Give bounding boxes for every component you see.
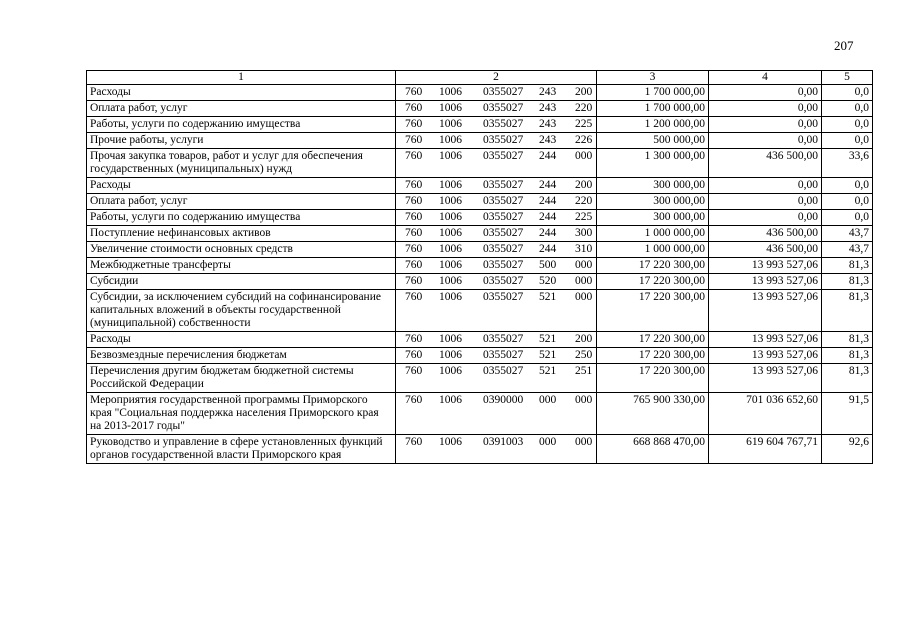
row-executed: 436 500,00 <box>709 226 822 242</box>
row-percent: 81,3 <box>822 290 873 332</box>
code-kosgu: 200 <box>575 86 593 98</box>
code-section: 1006 <box>439 349 462 361</box>
code-ministry: 760 <box>405 365 423 377</box>
row-percent: 81,3 <box>822 274 873 290</box>
code-ministry: 760 <box>405 259 423 271</box>
header-col-1: 1 <box>87 71 396 85</box>
table-row <box>87 226 873 242</box>
row-planned: 1 700 000,00 <box>597 85 709 101</box>
code-ministry: 760 <box>405 227 423 239</box>
code-expense-type: 243 <box>539 118 557 130</box>
code-expense-type: 500 <box>539 259 557 271</box>
code-kosgu: 000 <box>575 275 593 287</box>
code-target: 0355027 <box>483 333 524 345</box>
row-name: Расходы <box>87 85 396 101</box>
row-executed: 13 993 527,06 <box>709 348 822 364</box>
row-codes <box>396 348 597 364</box>
code-expense-type: 244 <box>539 211 557 223</box>
row-executed: 13 993 527,06 <box>709 274 822 290</box>
code-expense-type: 521 <box>539 333 557 345</box>
row-executed: 13 993 527,06 <box>709 332 822 348</box>
row-codes <box>396 226 597 242</box>
row-codes <box>396 258 597 274</box>
row-name: Оплата работ, услуг <box>87 101 396 117</box>
row-name: Безвозмездные перечисления бюджетам <box>87 348 396 364</box>
code-kosgu: 000 <box>575 394 593 406</box>
code-kosgu: 310 <box>575 243 593 255</box>
row-name: Увеличение стоимости основных средств <box>87 242 396 258</box>
code-target: 0355027 <box>483 227 524 239</box>
row-executed: 0,00 <box>709 133 822 149</box>
table-row <box>87 178 873 194</box>
code-target: 0355027 <box>483 118 524 130</box>
row-percent: 0,0 <box>822 85 873 101</box>
code-expense-type: 000 <box>539 394 557 406</box>
code-expense-type: 244 <box>539 227 557 239</box>
code-section: 1006 <box>439 150 462 162</box>
table-row <box>87 133 873 149</box>
row-name: Субсидии, за исключением субсидий на софинансирование капитальных вложений в объекты государственной (муниципальной) собственности <box>87 290 396 332</box>
code-target: 0355027 <box>483 102 524 114</box>
row-codes <box>396 101 597 117</box>
table-row <box>87 435 873 464</box>
code-section: 1006 <box>439 436 462 448</box>
row-planned: 17 220 300,00 <box>597 274 709 290</box>
row-codes <box>396 149 597 178</box>
row-codes <box>396 364 597 393</box>
table-body <box>87 85 873 464</box>
row-planned: 17 220 300,00 <box>597 364 709 393</box>
row-planned: 1 200 000,00 <box>597 117 709 133</box>
row-codes <box>396 393 597 435</box>
code-ministry: 760 <box>405 436 423 448</box>
row-percent: 81,3 <box>822 364 873 393</box>
code-ministry: 760 <box>405 179 423 191</box>
row-percent: 81,3 <box>822 348 873 364</box>
table-row <box>87 101 873 117</box>
row-planned: 17 220 300,00 <box>597 290 709 332</box>
code-section: 1006 <box>439 365 462 377</box>
code-expense-type: 000 <box>539 436 557 448</box>
row-codes <box>396 210 597 226</box>
row-codes <box>396 194 597 210</box>
code-section: 1006 <box>439 333 462 345</box>
row-codes <box>396 332 597 348</box>
code-expense-type: 243 <box>539 134 557 146</box>
row-executed: 0,00 <box>709 117 822 133</box>
header-col-5: 5 <box>822 71 873 85</box>
row-percent: 43,7 <box>822 226 873 242</box>
header-col-4: 4 <box>709 71 822 85</box>
row-planned: 300 000,00 <box>597 194 709 210</box>
row-planned: 500 000,00 <box>597 133 709 149</box>
row-executed: 619 604 767,71 <box>709 435 822 464</box>
code-ministry: 760 <box>405 118 423 130</box>
code-ministry: 760 <box>405 211 423 223</box>
code-target: 0355027 <box>483 349 524 361</box>
row-percent: 33,6 <box>822 149 873 178</box>
code-kosgu: 300 <box>575 227 593 239</box>
row-executed: 0,00 <box>709 85 822 101</box>
header-col-3: 3 <box>597 71 709 85</box>
row-percent: 0,0 <box>822 178 873 194</box>
code-expense-type: 243 <box>539 86 557 98</box>
code-ministry: 760 <box>405 349 423 361</box>
code-kosgu: 000 <box>575 259 593 271</box>
row-planned: 17 220 300,00 <box>597 348 709 364</box>
code-section: 1006 <box>439 134 462 146</box>
code-target: 0355027 <box>483 134 524 146</box>
code-target: 0355027 <box>483 150 524 162</box>
code-ministry: 760 <box>405 333 423 345</box>
table-row <box>87 364 873 393</box>
code-target: 0355027 <box>483 365 524 377</box>
row-percent: 0,0 <box>822 210 873 226</box>
code-ministry: 760 <box>405 150 423 162</box>
row-name: Прочие работы, услуги <box>87 133 396 149</box>
code-ministry: 760 <box>405 86 423 98</box>
row-codes <box>396 242 597 258</box>
code-kosgu: 250 <box>575 349 593 361</box>
table-row <box>87 332 873 348</box>
table-header-row <box>87 71 873 85</box>
row-executed: 0,00 <box>709 178 822 194</box>
row-percent: 0,0 <box>822 194 873 210</box>
page-number: 207 <box>834 38 854 53</box>
row-name: Расходы <box>87 332 396 348</box>
row-name: Работы, услуги по содержанию имущества <box>87 210 396 226</box>
row-planned: 765 900 330,00 <box>597 393 709 435</box>
code-ministry: 760 <box>405 291 423 303</box>
code-section: 1006 <box>439 291 462 303</box>
row-executed: 13 993 527,06 <box>709 290 822 332</box>
row-planned: 1 000 000,00 <box>597 242 709 258</box>
code-kosgu: 200 <box>575 179 593 191</box>
code-target: 0391003 <box>483 436 524 448</box>
row-codes <box>396 178 597 194</box>
row-name: Перечисления другим бюджетам бюджетной системы Российской Федерации <box>87 364 396 393</box>
code-expense-type: 244 <box>539 243 557 255</box>
code-expense-type: 244 <box>539 150 557 162</box>
code-expense-type: 244 <box>539 195 557 207</box>
code-ministry: 760 <box>405 275 423 287</box>
code-kosgu: 251 <box>575 365 593 377</box>
row-name: Межбюджетные трансферты <box>87 258 396 274</box>
code-target: 0355027 <box>483 243 524 255</box>
code-ministry: 760 <box>405 394 423 406</box>
row-codes <box>396 274 597 290</box>
row-name: Мероприятия государственной программы Приморского края "Социальная поддержка населения Приморского края на 2013-2017 годы" <box>87 393 396 435</box>
code-kosgu: 225 <box>575 211 593 223</box>
row-codes <box>396 133 597 149</box>
code-kosgu: 220 <box>575 195 593 207</box>
row-executed: 13 993 527,06 <box>709 364 822 393</box>
code-kosgu: 220 <box>575 102 593 114</box>
table-row <box>87 194 873 210</box>
code-expense-type: 521 <box>539 365 557 377</box>
table-row <box>87 258 873 274</box>
code-section: 1006 <box>439 243 462 255</box>
row-codes <box>396 435 597 464</box>
row-executed: 0,00 <box>709 101 822 117</box>
code-section: 1006 <box>439 86 462 98</box>
table-row <box>87 290 873 332</box>
code-target: 0355027 <box>483 275 524 287</box>
code-target: 0355027 <box>483 291 524 303</box>
row-planned: 668 868 470,00 <box>597 435 709 464</box>
code-section: 1006 <box>439 179 462 191</box>
table-row <box>87 348 873 364</box>
row-planned: 1 700 000,00 <box>597 101 709 117</box>
table-row <box>87 393 873 435</box>
row-codes <box>396 85 597 101</box>
code-target: 0355027 <box>483 211 524 223</box>
row-executed: 701 036 652,60 <box>709 393 822 435</box>
row-executed: 0,00 <box>709 194 822 210</box>
code-section: 1006 <box>439 227 462 239</box>
code-target: 0355027 <box>483 179 524 191</box>
code-section: 1006 <box>439 259 462 271</box>
row-planned: 300 000,00 <box>597 178 709 194</box>
row-name: Работы, услуги по содержанию имущества <box>87 117 396 133</box>
code-section: 1006 <box>439 394 462 406</box>
table-row <box>87 85 873 101</box>
code-ministry: 760 <box>405 195 423 207</box>
row-percent: 0,0 <box>822 117 873 133</box>
row-planned: 1 300 000,00 <box>597 149 709 178</box>
code-kosgu: 200 <box>575 333 593 345</box>
row-percent: 81,3 <box>822 332 873 348</box>
row-percent: 0,0 <box>822 133 873 149</box>
code-section: 1006 <box>439 195 462 207</box>
code-kosgu: 000 <box>575 436 593 448</box>
row-codes <box>396 117 597 133</box>
code-kosgu: 225 <box>575 118 593 130</box>
budget-table <box>86 70 873 464</box>
code-expense-type: 521 <box>539 291 557 303</box>
code-target: 0355027 <box>483 195 524 207</box>
table-row <box>87 149 873 178</box>
table-row <box>87 274 873 290</box>
code-ministry: 760 <box>405 243 423 255</box>
row-name: Поступление нефинансовых активов <box>87 226 396 242</box>
code-section: 1006 <box>439 275 462 287</box>
row-executed: 13 993 527,06 <box>709 258 822 274</box>
code-target: 0355027 <box>483 259 524 271</box>
row-planned: 1 000 000,00 <box>597 226 709 242</box>
code-ministry: 760 <box>405 134 423 146</box>
row-percent: 92,6 <box>822 435 873 464</box>
code-kosgu: 000 <box>575 150 593 162</box>
code-expense-type: 520 <box>539 275 557 287</box>
row-planned: 300 000,00 <box>597 210 709 226</box>
code-section: 1006 <box>439 211 462 223</box>
code-ministry: 760 <box>405 102 423 114</box>
code-section: 1006 <box>439 102 462 114</box>
code-expense-type: 244 <box>539 179 557 191</box>
row-percent: 91,5 <box>822 393 873 435</box>
code-section: 1006 <box>439 118 462 130</box>
table-row <box>87 210 873 226</box>
code-expense-type: 521 <box>539 349 557 361</box>
row-executed: 0,00 <box>709 210 822 226</box>
row-executed: 436 500,00 <box>709 242 822 258</box>
row-percent: 0,0 <box>822 101 873 117</box>
code-kosgu: 000 <box>575 291 593 303</box>
row-name: Расходы <box>87 178 396 194</box>
header-col-2: 2 <box>396 71 597 85</box>
row-name: Оплата работ, услуг <box>87 194 396 210</box>
code-target: 0390000 <box>483 394 524 406</box>
row-name: Руководство и управление в сфере установленных функций органов государственной власти Приморского края <box>87 435 396 464</box>
row-executed: 436 500,00 <box>709 149 822 178</box>
row-name: Прочая закупка товаров, работ и услуг для обеспечения государственных (муниципальных) нужд <box>87 149 396 178</box>
row-name: Субсидии <box>87 274 396 290</box>
code-target: 0355027 <box>483 86 524 98</box>
table-row <box>87 117 873 133</box>
code-kosgu: 226 <box>575 134 593 146</box>
row-percent: 81,3 <box>822 258 873 274</box>
row-planned: 17 220 300,00 <box>597 258 709 274</box>
row-planned: 17 220 300,00 <box>597 332 709 348</box>
row-percent: 43,7 <box>822 242 873 258</box>
row-codes <box>396 290 597 332</box>
code-expense-type: 243 <box>539 102 557 114</box>
table-row <box>87 242 873 258</box>
